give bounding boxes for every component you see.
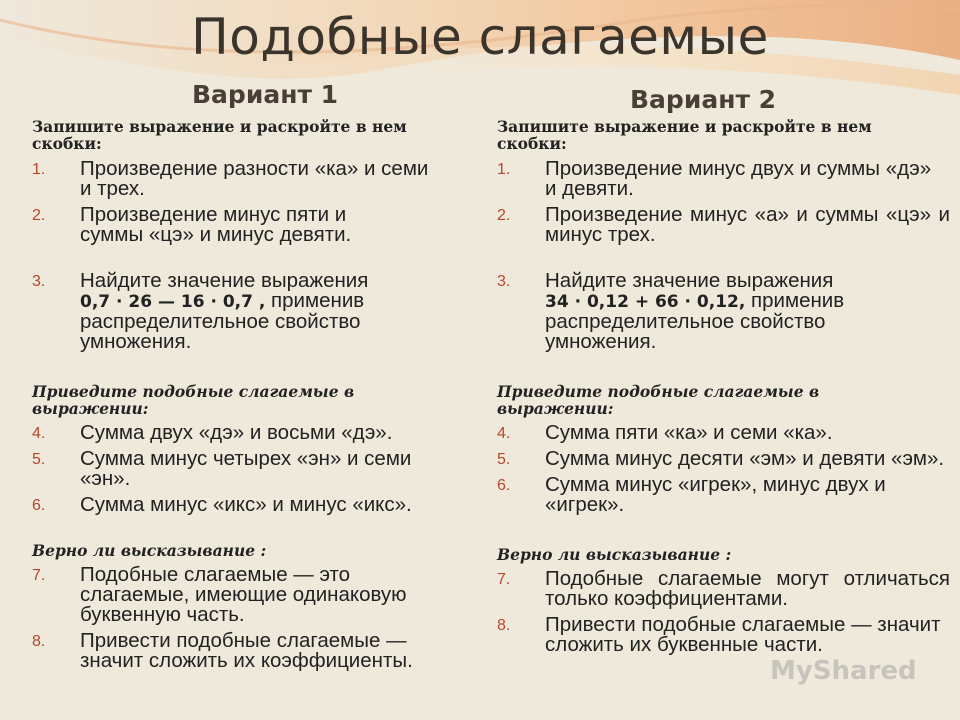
list-item	[497, 615, 955, 655]
section-heading: Приведите подобные слагаемые в выражении:	[32, 382, 355, 418]
list-item	[497, 569, 955, 609]
list-item	[32, 565, 472, 625]
item-number: 5.	[497, 451, 511, 468]
list-item	[32, 271, 472, 352]
watermark-logo: MyShared	[770, 656, 917, 686]
item-text-part: применив распределительное свойство умножения.	[545, 289, 845, 353]
item-text: Произведение минус двух и суммы «дэ» и девяти.	[545, 157, 932, 200]
variant2-heading: Вариант 2	[630, 85, 777, 114]
math-expression: 0,7 · 26 — 16 · 0,7 ,	[80, 292, 266, 312]
item-number: 1.	[32, 161, 46, 178]
item-text: Подобные слагаемые — это слагаемые, имеющие одинаковую буквенную часть.	[80, 563, 407, 626]
item-number: 6.	[32, 497, 46, 514]
math-expression: 34 · 0,12 + 66 · 0,12,	[545, 292, 746, 312]
item-text-part: применив распределительное свойство умножения.	[80, 289, 365, 353]
list-item	[32, 495, 472, 515]
section-heading: Верно ли высказывание :	[32, 541, 267, 560]
item-text: Произведение минус пяти и суммы «цэ» и минус девяти.	[80, 203, 352, 246]
item-text: Сумма двух «дэ» и восьми «дэ».	[80, 421, 393, 444]
list-item	[497, 159, 955, 199]
list-item	[32, 159, 472, 199]
list-item	[32, 449, 472, 489]
item-text	[545, 271, 905, 352]
item-number: 7.	[497, 571, 511, 588]
page-title: Подобные слагаемые	[191, 8, 769, 66]
item-number: 4.	[497, 425, 511, 442]
item-text	[80, 271, 440, 352]
item-text: Сумма минус десяти «эм» и девяти «эм».	[545, 447, 945, 470]
list-item	[32, 631, 472, 671]
item-number: 6.	[497, 477, 511, 494]
item-text: Подобные слагаемые могут отличаться только коэффициентами.	[545, 567, 950, 610]
item-number: 5.	[32, 451, 46, 468]
item-number: 3.	[32, 273, 46, 290]
section-heading: Запишите выражение и раскройте в нем скобки:	[497, 117, 872, 153]
section-heading: Запишите выражение и раскройте в нем скобки:	[32, 117, 407, 153]
item-number: 8.	[32, 633, 46, 650]
item-text: Произведение разности «ка» и семи и трех.	[80, 157, 429, 200]
variant2-column	[497, 118, 955, 655]
section-heading: Верно ли высказывание :	[497, 545, 732, 564]
item-number: 1.	[497, 161, 511, 178]
item-number: 8.	[497, 617, 511, 634]
item-number: 2.	[32, 207, 46, 224]
list-item	[32, 205, 472, 245]
item-number: 2.	[497, 207, 511, 224]
item-text-part: Найдите значение выражения	[80, 269, 369, 292]
list-item	[497, 475, 955, 515]
item-text-part: Найдите значение выражения	[545, 269, 834, 292]
list-item	[497, 423, 955, 443]
variant1-heading: Вариант 1	[192, 80, 339, 109]
item-text: Сумма минус «икс» и минус «икс».	[80, 493, 412, 516]
item-text: Привести подобные слагаемые — значит сложить их буквенные части.	[545, 613, 941, 656]
item-text: Сумма минус четырех «эн» и семи «эн».	[80, 447, 412, 490]
variant1-column	[32, 118, 472, 671]
item-text: Произведение минус «а» и суммы «цэ» и минус трех.	[545, 203, 950, 246]
item-number: 4.	[32, 425, 46, 442]
section-heading: Приведите подобные слагаемые в выражении:	[497, 382, 820, 418]
item-number: 3.	[497, 273, 511, 290]
list-item	[497, 205, 955, 245]
list-item	[32, 423, 472, 443]
item-text: Привести подобные слагаемые — значит сложить их коэффициенты.	[80, 629, 413, 672]
item-number: 7.	[32, 567, 46, 584]
item-text: Сумма пяти «ка» и семи «ка».	[545, 421, 833, 444]
item-text: Сумма минус «игрек», минус двух и «игрек».	[545, 473, 886, 516]
list-item	[497, 271, 955, 352]
list-item	[497, 449, 955, 469]
